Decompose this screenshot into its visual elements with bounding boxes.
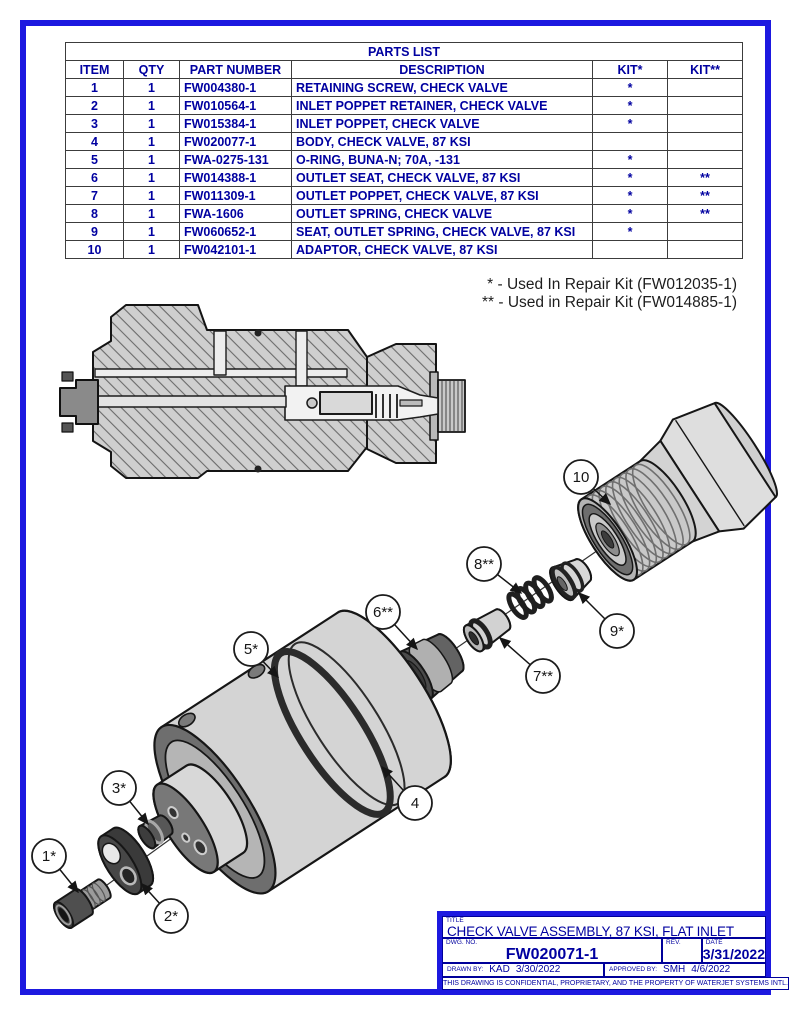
balloon-3 [102, 771, 148, 824]
note-kit1: * - Used In Repair Kit (FW012035-1) [487, 276, 737, 293]
cell-qty: 1 [124, 169, 180, 187]
part-adaptor [559, 390, 790, 603]
col-header-item: ITEM [66, 61, 124, 79]
cell-description: INLET POPPET, CHECK VALVE [292, 115, 593, 133]
cell-kit1: * [593, 151, 668, 169]
svg-text:8**: 8** [473, 556, 495, 573]
cell-kit2: ** [668, 169, 743, 187]
section-vertical-bore-2 [296, 331, 307, 386]
date-label: DATE [705, 939, 723, 946]
svg-text:10: 10 [572, 469, 590, 486]
part-outlet-spring [506, 575, 555, 620]
section-outlet-poppet [320, 392, 372, 414]
cell-kit1: * [593, 115, 668, 133]
cell-kit1: * [593, 97, 668, 115]
cell-item: 5 [66, 151, 124, 169]
balloon-1 [32, 839, 78, 892]
approved-by-value: SMH [663, 963, 686, 975]
cell-item: 8 [66, 205, 124, 223]
col-header-part-number: PART NUMBER [180, 61, 292, 79]
title-label: TITLE [446, 917, 464, 924]
cell-part-number: FW060652-1 [180, 223, 292, 241]
cell-kit1: * [593, 223, 668, 241]
date-value: 3/31/2022 [702, 945, 765, 962]
section-retaining-screw [60, 372, 98, 432]
cell-description: INLET POPPET RETAINER, CHECK VALVE [292, 97, 593, 115]
cell-item: 4 [66, 133, 124, 151]
cell-qty: 1 [124, 205, 180, 223]
balloon-7 [500, 638, 560, 693]
cell-description: OUTLET POPPET, CHECK VALVE, 87 KSI [292, 187, 593, 205]
drawn-by-cell [442, 963, 604, 977]
section-inlet-stem [68, 396, 286, 407]
balloon-2 [142, 884, 188, 933]
cell-description: OUTLET SEAT, CHECK VALVE, 87 KSI [292, 169, 593, 187]
svg-text:2*: 2* [163, 908, 179, 925]
parts-list-title: PARTS LIST [66, 43, 743, 61]
cell-description: SEAT, OUTLET SPRING, CHECK VALVE, 87 KSI [292, 223, 593, 241]
title-block [437, 911, 788, 995]
drawn-date-value: 3/30/2022 [515, 963, 561, 975]
cell-part-number: FW020077-1 [180, 133, 292, 151]
cell-qty: 1 [124, 241, 180, 259]
svg-text:1*: 1* [41, 848, 57, 865]
cell-description: RETAINING SCREW, CHECK VALVE [292, 79, 593, 97]
rev-cell [662, 938, 702, 963]
col-header-description: DESCRIPTION [292, 61, 593, 79]
note-kit2: ** - Used in Repair Kit (FW014885-1) [482, 294, 737, 312]
col-header-kit1: KIT* [593, 61, 668, 79]
cell-part-number: FWA-1606 [180, 205, 292, 223]
part-outlet-poppet [460, 604, 515, 654]
cell-part-number: FW015384-1 [180, 115, 292, 133]
cross-section-view [60, 305, 465, 478]
title-cell [442, 916, 766, 938]
col-header-qty: QTY [124, 61, 180, 79]
cell-item: 7 [66, 187, 124, 205]
confidential-text: THIS DRAWING IS CONFIDENTIAL, PROPRIETARY, AND THE PROPERTY OF WATERJET SYSTEMS INTL. [443, 979, 788, 987]
balloon-8 [467, 547, 521, 593]
section-hole-dot-top [255, 330, 262, 337]
cell-qty: 1 [124, 151, 180, 169]
cell-part-number: FW010564-1 [180, 97, 292, 115]
cell-qty: 1 [124, 79, 180, 97]
cell-qty: 1 [124, 97, 180, 115]
cell-qty: 1 [124, 133, 180, 151]
cell-kit1: * [593, 79, 668, 97]
svg-text:4: 4 [410, 795, 420, 812]
section-hole-dot-bottom [255, 466, 262, 473]
dwg-no-value: FW020071-1 [505, 945, 599, 963]
dwg-no-cell [442, 938, 662, 963]
approved-by-cell [604, 963, 766, 977]
rev-label: REV. [666, 939, 681, 946]
cell-qty: 1 [124, 223, 180, 241]
svg-text:9*: 9* [609, 623, 625, 640]
cell-part-number: FW014388-1 [180, 169, 292, 187]
cell-qty: 1 [124, 187, 180, 205]
cell-item: 10 [66, 241, 124, 259]
cell-part-number: FWA-0275-131 [180, 151, 292, 169]
cell-description: OUTLET SPRING, CHECK VALVE [292, 205, 593, 223]
cell-item: 1 [66, 79, 124, 97]
cell-description: ADAPTOR, CHECK VALVE, 87 KSI [292, 241, 593, 259]
cell-kit1: * [593, 205, 668, 223]
cell-kit1: * [593, 187, 668, 205]
svg-text:7**: 7** [532, 668, 554, 685]
col-header-kit2: KIT** [668, 61, 743, 79]
drawn-by-value: KAD [489, 963, 510, 975]
cell-item: 6 [66, 169, 124, 187]
cell-item: 9 [66, 223, 124, 241]
svg-text:5*: 5* [243, 641, 259, 658]
svg-text:3*: 3* [111, 780, 127, 797]
dwg-no-label: DWG. NO. [446, 939, 478, 946]
drawn-by-label: DRAWN BY: [447, 965, 484, 973]
approved-date-value: 4/6/2022 [691, 963, 731, 975]
approved-by-label: APPROVED BY: [609, 965, 658, 973]
cell-part-number: FW042101-1 [180, 241, 292, 259]
cell-item: 3 [66, 115, 124, 133]
cell-kit2: ** [668, 187, 743, 205]
drawing-title: CHECK VALVE ASSEMBLY, 87 KSI, FLAT INLET [447, 923, 734, 939]
balloon-9 [579, 593, 634, 648]
cell-part-number: FW004380-1 [180, 79, 292, 97]
cell-description: BODY, CHECK VALVE, 87 KSI [292, 133, 593, 151]
part-retaining-screw [50, 874, 115, 931]
svg-text:6**: 6** [372, 604, 394, 621]
cell-qty: 1 [124, 115, 180, 133]
date-cell [702, 938, 766, 963]
cell-kit2: ** [668, 205, 743, 223]
cell-description: O-RING, BUNA-N; 70A, -131 [292, 151, 593, 169]
cell-item: 2 [66, 97, 124, 115]
cell-part-number: FW011309-1 [180, 187, 292, 205]
section-vertical-bore [214, 331, 226, 375]
confidential-cell [442, 977, 789, 991]
section-ball [307, 398, 317, 408]
cell-kit1: * [593, 169, 668, 187]
